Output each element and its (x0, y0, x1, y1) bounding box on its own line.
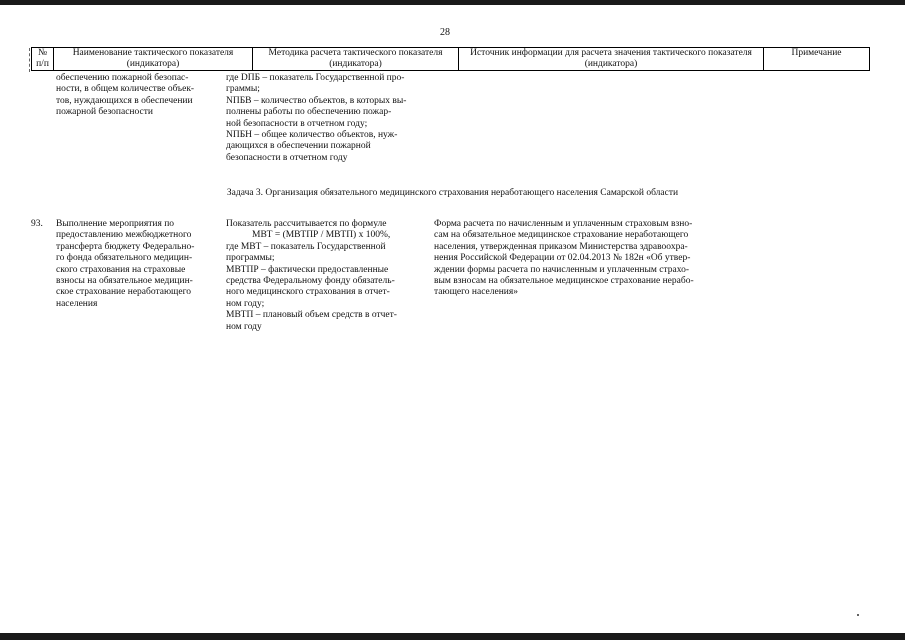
text-line: ном году (226, 321, 262, 332)
task-title: Задача 3. Организация обязательного медицинского страхования неработающего населения Самарской области (226, 188, 679, 198)
text-line: Показатель рассчитывается по формуле (226, 219, 387, 229)
text-line: ности, в общем количестве объек- (56, 84, 195, 95)
text-line: средства Федеральному фонду обязатель- (226, 276, 395, 287)
text-line: нения Российской Федерации от 02.04.2013 № 182н «Об утвер- (434, 253, 691, 264)
text-line: трансферта бюджету Федерально- (56, 241, 195, 252)
text-line: населения (56, 298, 98, 309)
text-line: программы; (226, 253, 275, 264)
text-line: взносы на обязательное медицин- (56, 276, 193, 287)
text-line: ного медицинского страхования в отчет- (226, 287, 390, 298)
text-line: ной безопасности в отчетном году; (226, 118, 368, 129)
text-line: ждении формы расчета по начисленным и уплаченным страхо- (434, 264, 690, 275)
text-line: безопасности в отчетном году (226, 152, 348, 163)
continued-indicator-name (56, 73, 218, 119)
text-line: NПБН – общее количество объектов, нуж- (226, 130, 398, 141)
table-header (31, 47, 870, 71)
scan-speck (857, 614, 859, 616)
row-93-source (434, 219, 734, 299)
continued-method (226, 73, 429, 164)
text-line: где МВТ – показатель Государственной (226, 241, 386, 252)
bottom-scan-border (0, 633, 905, 640)
text-line: тов, нуждающихся в обеспечении (56, 95, 193, 106)
text-line: обеспечению пожарной безопас- (56, 73, 189, 83)
text-line: МВТП – плановый объем средств в отчет- (226, 310, 397, 321)
text-line: где DПБ – показатель Государственной про- (226, 73, 405, 83)
text-line: сам на обязательное медицинское страхование неработающего (434, 230, 689, 241)
header-method: Методика расчета тактического показателя (индикатора) (253, 48, 459, 71)
header-indicator-name: Наименование тактического показателя (индикатора) (54, 48, 253, 71)
text-line: полнены работы по обеспечению пожар- (226, 107, 392, 118)
page-number: 28 (440, 27, 450, 38)
text-line: населения, утвержденная приказом Министерства здравоохра- (434, 241, 688, 252)
text-line: граммы; (226, 84, 260, 95)
row-93-number: 93. (31, 219, 43, 229)
text-line: вым взносам на обязательное медицинское страхование нерабо- (434, 276, 694, 287)
top-scan-border (0, 0, 905, 5)
text-line: тающего населения» (434, 287, 518, 298)
text-line: пожарной безопасности (56, 107, 153, 118)
text-line: ном году; (226, 298, 265, 309)
header-source: Источник информации для расчета значения тактического показателя (индикатора) (459, 48, 764, 71)
text-line: ского страхования на страховые (56, 264, 186, 275)
text-line: дающихся в обеспечении пожарной (226, 141, 371, 152)
text-line: предоставлению межбюджетного (56, 230, 192, 241)
row-93-indicator-name (56, 219, 218, 310)
text-line: NПБВ – количество объектов, в которых вы- (226, 95, 407, 106)
text-line: МВТПР – фактически предоставленные (226, 264, 389, 275)
text-line: го фонда обязательного медицин- (56, 253, 193, 264)
text-line: ское страхование неработающего (56, 287, 191, 298)
formula: МВТ = (МВТПР / МВТП) х 100%, (252, 230, 391, 241)
header-number: № п/п (32, 48, 54, 71)
text-line: Выполнение мероприятия по (56, 219, 175, 229)
text-line: Форма расчета по начисленным и уплаченным страховым взно- (434, 219, 693, 229)
row-93-method (226, 219, 429, 333)
header-note: Примечание (764, 48, 870, 71)
